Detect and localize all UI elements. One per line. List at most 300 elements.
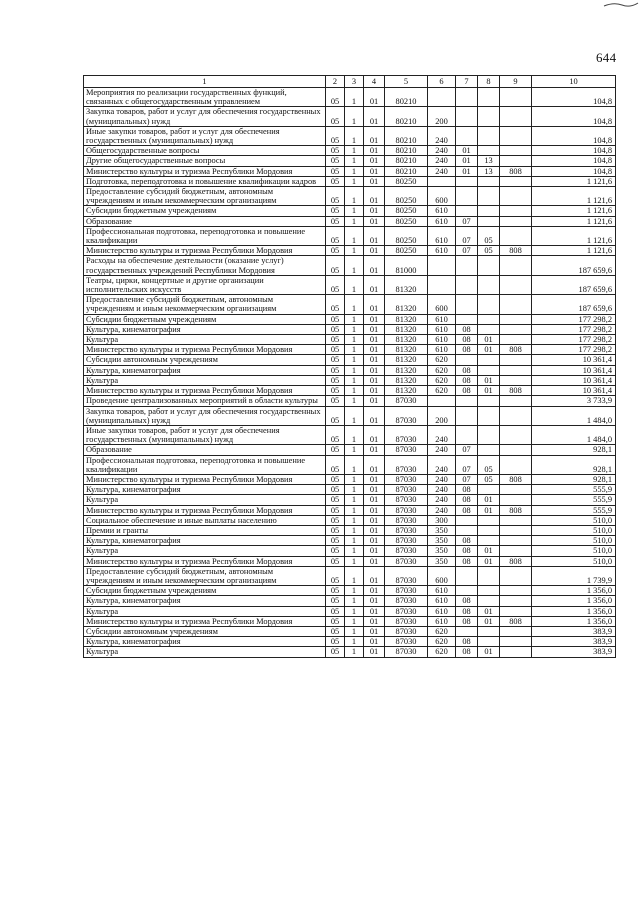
code-cell-5: 80250 bbox=[385, 187, 428, 206]
code-cell-9 bbox=[500, 256, 532, 275]
code-cell-2: 05 bbox=[326, 335, 345, 345]
code-cell-5: 80210 bbox=[385, 166, 428, 176]
amount-cell: 928,1 bbox=[532, 455, 616, 474]
code-cell-4: 01 bbox=[364, 324, 385, 334]
table-row bbox=[84, 107, 616, 126]
row-name-cell: Проведение централизованных мероприятий в области культуры bbox=[84, 396, 326, 406]
code-cell-8 bbox=[478, 256, 500, 275]
code-cell-4: 01 bbox=[364, 556, 385, 566]
code-cell-6: 620 bbox=[428, 647, 456, 657]
amount-cell: 104,8 bbox=[532, 107, 616, 126]
code-cell-2: 05 bbox=[326, 314, 345, 324]
code-cell-4: 01 bbox=[364, 206, 385, 216]
amount-cell: 510,0 bbox=[532, 525, 616, 535]
code-cell-3: 1 bbox=[345, 295, 364, 314]
code-cell-6: 350 bbox=[428, 556, 456, 566]
code-cell-9 bbox=[500, 365, 532, 375]
code-cell-2: 05 bbox=[326, 525, 345, 535]
code-cell-6: 240 bbox=[428, 455, 456, 474]
amount-cell: 1 356,0 bbox=[532, 586, 616, 596]
row-name-cell: Министерство культуры и туризма Республики Мордовия bbox=[84, 616, 326, 626]
row-name-cell: Профессиональная подготовка, переподготовка и повышение квалификации bbox=[84, 455, 326, 474]
column-header: 1 bbox=[84, 76, 326, 88]
code-cell-3: 1 bbox=[345, 425, 364, 444]
code-cell-7 bbox=[456, 126, 478, 145]
code-cell-5: 80210 bbox=[385, 126, 428, 145]
code-cell-9: 808 bbox=[500, 616, 532, 626]
code-cell-6: 610 bbox=[428, 586, 456, 596]
code-cell-7: 01 bbox=[456, 166, 478, 176]
page-number: 644 bbox=[596, 50, 617, 65]
code-cell-3: 1 bbox=[345, 226, 364, 245]
code-cell-4: 01 bbox=[364, 386, 385, 396]
row-name-cell: Мероприятия по реализации государственных функций, связанных с общегосударственным управлением bbox=[84, 88, 326, 107]
code-cell-6: 240 bbox=[428, 146, 456, 156]
code-cell-3: 1 bbox=[345, 386, 364, 396]
table-row bbox=[84, 187, 616, 206]
code-cell-2: 05 bbox=[326, 637, 345, 647]
amount-cell: 1 121,6 bbox=[532, 216, 616, 226]
table-row bbox=[84, 536, 616, 546]
code-cell-5: 87030 bbox=[385, 556, 428, 566]
code-cell-2: 05 bbox=[326, 107, 345, 126]
code-cell-9 bbox=[500, 515, 532, 525]
code-cell-9 bbox=[500, 536, 532, 546]
code-cell-9 bbox=[500, 586, 532, 596]
row-name-cell: Театры, цирки, концертные и другие организации исполнительских искусств bbox=[84, 275, 326, 294]
table-row bbox=[84, 406, 616, 425]
code-cell-8: 01 bbox=[478, 335, 500, 345]
code-cell-6: 350 bbox=[428, 546, 456, 556]
code-cell-4: 01 bbox=[364, 626, 385, 636]
code-cell-8 bbox=[478, 126, 500, 145]
table-row bbox=[84, 566, 616, 585]
code-cell-5: 87030 bbox=[385, 637, 428, 647]
code-cell-6 bbox=[428, 396, 456, 406]
code-cell-2: 05 bbox=[326, 505, 345, 515]
code-cell-8: 01 bbox=[478, 386, 500, 396]
code-cell-9 bbox=[500, 187, 532, 206]
table-row bbox=[84, 176, 616, 186]
code-cell-2: 05 bbox=[326, 295, 345, 314]
row-name-cell: Культура bbox=[84, 606, 326, 616]
amount-cell: 555,9 bbox=[532, 505, 616, 515]
code-cell-4: 01 bbox=[364, 275, 385, 294]
code-cell-9 bbox=[500, 295, 532, 314]
code-cell-4: 01 bbox=[364, 637, 385, 647]
code-cell-7: 07 bbox=[456, 455, 478, 474]
code-cell-5: 80210 bbox=[385, 107, 428, 126]
code-cell-8 bbox=[478, 515, 500, 525]
code-cell-6: 610 bbox=[428, 216, 456, 226]
code-cell-2: 05 bbox=[326, 556, 345, 566]
code-cell-9 bbox=[500, 88, 532, 107]
code-cell-4: 01 bbox=[364, 216, 385, 226]
code-cell-8: 05 bbox=[478, 474, 500, 484]
code-cell-2: 05 bbox=[326, 406, 345, 425]
code-cell-2: 05 bbox=[326, 546, 345, 556]
table-row bbox=[84, 146, 616, 156]
code-cell-6: 610 bbox=[428, 314, 456, 324]
table-row bbox=[84, 295, 616, 314]
amount-cell: 187 659,6 bbox=[532, 275, 616, 294]
code-cell-7: 08 bbox=[456, 505, 478, 515]
table-row bbox=[84, 445, 616, 455]
code-cell-6: 610 bbox=[428, 616, 456, 626]
row-name-cell: Предоставление субсидий бюджетным, автономным учреждениям и иным некоммерческим организациям bbox=[84, 566, 326, 585]
table-row bbox=[84, 275, 616, 294]
code-cell-3: 1 bbox=[345, 647, 364, 657]
row-name-cell: Министерство культуры и туризма Республики Мордовия bbox=[84, 166, 326, 176]
code-cell-8 bbox=[478, 295, 500, 314]
code-cell-2: 05 bbox=[326, 166, 345, 176]
table-row bbox=[84, 335, 616, 345]
table-row bbox=[84, 525, 616, 535]
table-row bbox=[84, 156, 616, 166]
code-cell-2: 05 bbox=[326, 495, 345, 505]
code-cell-3: 1 bbox=[345, 445, 364, 455]
code-cell-7 bbox=[456, 355, 478, 365]
row-name-cell: Субсидии автономным учреждениям bbox=[84, 355, 326, 365]
code-cell-3: 1 bbox=[345, 546, 364, 556]
code-cell-2: 05 bbox=[326, 396, 345, 406]
code-cell-3: 1 bbox=[345, 146, 364, 156]
amount-cell: 104,8 bbox=[532, 146, 616, 156]
code-cell-3: 1 bbox=[345, 126, 364, 145]
table-row bbox=[84, 606, 616, 616]
row-name-cell: Образование bbox=[84, 445, 326, 455]
code-cell-7: 08 bbox=[456, 324, 478, 334]
table-row bbox=[84, 166, 616, 176]
amount-cell: 510,0 bbox=[532, 546, 616, 556]
code-cell-4: 01 bbox=[364, 246, 385, 256]
code-cell-6: 620 bbox=[428, 355, 456, 365]
code-cell-7 bbox=[456, 256, 478, 275]
amount-cell: 1 121,6 bbox=[532, 176, 616, 186]
code-cell-5: 80250 bbox=[385, 206, 428, 216]
code-cell-2: 05 bbox=[326, 616, 345, 626]
code-cell-2: 05 bbox=[326, 425, 345, 444]
code-cell-3: 1 bbox=[345, 606, 364, 616]
code-cell-7: 07 bbox=[456, 246, 478, 256]
table-row bbox=[84, 256, 616, 275]
code-cell-7 bbox=[456, 206, 478, 216]
code-cell-9 bbox=[500, 546, 532, 556]
code-cell-3: 1 bbox=[345, 365, 364, 375]
code-cell-9: 808 bbox=[500, 474, 532, 484]
code-cell-2: 05 bbox=[326, 126, 345, 145]
table-row bbox=[84, 345, 616, 355]
amount-cell: 187 659,6 bbox=[532, 256, 616, 275]
code-cell-9 bbox=[500, 485, 532, 495]
column-header: 2 bbox=[326, 76, 345, 88]
table-body bbox=[84, 88, 616, 658]
amount-cell: 177 298,2 bbox=[532, 324, 616, 334]
code-cell-8: 01 bbox=[478, 495, 500, 505]
column-header: 6 bbox=[428, 76, 456, 88]
code-cell-4: 01 bbox=[364, 355, 385, 365]
code-cell-6: 620 bbox=[428, 375, 456, 385]
code-cell-5: 81320 bbox=[385, 365, 428, 375]
row-name-cell: Закупка товаров, работ и услуг для обеспечения государственных (муниципальных) нужд bbox=[84, 107, 326, 126]
code-cell-4: 01 bbox=[364, 566, 385, 585]
code-cell-2: 05 bbox=[326, 536, 345, 546]
code-cell-6: 200 bbox=[428, 406, 456, 425]
amount-cell: 104,8 bbox=[532, 166, 616, 176]
code-cell-7: 08 bbox=[456, 386, 478, 396]
amount-cell: 1 356,0 bbox=[532, 596, 616, 606]
row-name-cell: Министерство культуры и туризма Республики Мордовия bbox=[84, 386, 326, 396]
code-cell-3: 1 bbox=[345, 187, 364, 206]
row-name-cell: Иные закупки товаров, работ и услуг для обеспечения государственных (муниципальных) нужд bbox=[84, 126, 326, 145]
budget-table bbox=[83, 75, 616, 658]
code-cell-8 bbox=[478, 536, 500, 546]
code-cell-7: 01 bbox=[456, 156, 478, 166]
amount-cell: 1 484,0 bbox=[532, 406, 616, 425]
code-cell-9: 808 bbox=[500, 166, 532, 176]
table-header-row bbox=[84, 76, 616, 88]
code-cell-4: 01 bbox=[364, 375, 385, 385]
code-cell-9: 808 bbox=[500, 246, 532, 256]
code-cell-8 bbox=[478, 206, 500, 216]
code-cell-8: 01 bbox=[478, 606, 500, 616]
code-cell-9 bbox=[500, 216, 532, 226]
code-cell-6: 240 bbox=[428, 495, 456, 505]
code-cell-6: 610 bbox=[428, 335, 456, 345]
code-cell-7: 08 bbox=[456, 637, 478, 647]
table-row bbox=[84, 586, 616, 596]
code-cell-7 bbox=[456, 275, 478, 294]
code-cell-5: 87030 bbox=[385, 455, 428, 474]
code-cell-7 bbox=[456, 586, 478, 596]
table-row bbox=[84, 314, 616, 324]
code-cell-4: 01 bbox=[364, 126, 385, 145]
code-cell-3: 1 bbox=[345, 455, 364, 474]
table-row bbox=[84, 495, 616, 505]
code-cell-3: 1 bbox=[345, 396, 364, 406]
code-cell-8: 01 bbox=[478, 556, 500, 566]
code-cell-3: 1 bbox=[345, 556, 364, 566]
code-cell-6 bbox=[428, 176, 456, 186]
code-cell-3: 1 bbox=[345, 107, 364, 126]
code-cell-8 bbox=[478, 626, 500, 636]
code-cell-9: 808 bbox=[500, 386, 532, 396]
code-cell-6: 620 bbox=[428, 637, 456, 647]
code-cell-9 bbox=[500, 637, 532, 647]
table-row bbox=[84, 637, 616, 647]
amount-cell: 104,8 bbox=[532, 126, 616, 145]
amount-cell: 177 298,2 bbox=[532, 335, 616, 345]
code-cell-9 bbox=[500, 425, 532, 444]
code-cell-6: 240 bbox=[428, 474, 456, 484]
code-cell-8 bbox=[478, 355, 500, 365]
row-name-cell: Общегосударственные вопросы bbox=[84, 146, 326, 156]
code-cell-6: 240 bbox=[428, 445, 456, 455]
code-cell-2: 05 bbox=[326, 226, 345, 245]
code-cell-6: 610 bbox=[428, 324, 456, 334]
amount-cell: 555,9 bbox=[532, 485, 616, 495]
code-cell-9 bbox=[500, 455, 532, 474]
code-cell-6: 610 bbox=[428, 206, 456, 216]
code-cell-7 bbox=[456, 566, 478, 585]
row-name-cell: Культура bbox=[84, 546, 326, 556]
code-cell-4: 01 bbox=[364, 345, 385, 355]
code-cell-2: 05 bbox=[326, 365, 345, 375]
code-cell-7 bbox=[456, 515, 478, 525]
amount-cell: 510,0 bbox=[532, 515, 616, 525]
row-name-cell: Культура, кинематография bbox=[84, 324, 326, 334]
code-cell-2: 05 bbox=[326, 88, 345, 107]
amount-cell: 177 298,2 bbox=[532, 345, 616, 355]
code-cell-8: 01 bbox=[478, 647, 500, 657]
amount-cell: 555,9 bbox=[532, 495, 616, 505]
code-cell-4: 01 bbox=[364, 156, 385, 166]
code-cell-5: 80250 bbox=[385, 216, 428, 226]
scan-corner-mark bbox=[600, 0, 640, 12]
code-cell-9 bbox=[500, 495, 532, 505]
code-cell-6: 620 bbox=[428, 365, 456, 375]
code-cell-5: 87030 bbox=[385, 445, 428, 455]
code-cell-2: 05 bbox=[326, 566, 345, 585]
code-cell-2: 05 bbox=[326, 596, 345, 606]
code-cell-9 bbox=[500, 647, 532, 657]
amount-cell: 1 121,6 bbox=[532, 206, 616, 216]
code-cell-7: 08 bbox=[456, 495, 478, 505]
code-cell-2: 05 bbox=[326, 355, 345, 365]
code-cell-7: 08 bbox=[456, 345, 478, 355]
code-cell-7 bbox=[456, 295, 478, 314]
code-cell-8 bbox=[478, 637, 500, 647]
code-cell-6: 350 bbox=[428, 536, 456, 546]
code-cell-7 bbox=[456, 107, 478, 126]
code-cell-3: 1 bbox=[345, 406, 364, 425]
code-cell-6: 200 bbox=[428, 107, 456, 126]
code-cell-9 bbox=[500, 406, 532, 425]
column-header: 9 bbox=[500, 76, 532, 88]
code-cell-4: 01 bbox=[364, 525, 385, 535]
code-cell-4: 01 bbox=[364, 515, 385, 525]
code-cell-8: 01 bbox=[478, 546, 500, 556]
code-cell-3: 1 bbox=[345, 474, 364, 484]
row-name-cell: Образование bbox=[84, 216, 326, 226]
code-cell-9 bbox=[500, 355, 532, 365]
code-cell-7: 07 bbox=[456, 216, 478, 226]
code-cell-9 bbox=[500, 626, 532, 636]
code-cell-5: 81320 bbox=[385, 275, 428, 294]
row-name-cell: Расходы на обеспечение деятельности (оказание услуг) государственных учреждений Республики Мордовия bbox=[84, 256, 326, 275]
code-cell-2: 05 bbox=[326, 206, 345, 216]
code-cell-7: 08 bbox=[456, 536, 478, 546]
code-cell-5: 87030 bbox=[385, 626, 428, 636]
code-cell-8 bbox=[478, 596, 500, 606]
code-cell-9 bbox=[500, 156, 532, 166]
row-name-cell: Культура bbox=[84, 495, 326, 505]
code-cell-4: 01 bbox=[364, 88, 385, 107]
code-cell-9: 808 bbox=[500, 345, 532, 355]
code-cell-8 bbox=[478, 406, 500, 425]
code-cell-3: 1 bbox=[345, 246, 364, 256]
amount-cell: 10 361,4 bbox=[532, 375, 616, 385]
code-cell-4: 01 bbox=[364, 546, 385, 556]
code-cell-8 bbox=[478, 314, 500, 324]
code-cell-4: 01 bbox=[364, 586, 385, 596]
code-cell-4: 01 bbox=[364, 616, 385, 626]
code-cell-7 bbox=[456, 176, 478, 186]
code-cell-9: 808 bbox=[500, 556, 532, 566]
code-cell-8 bbox=[478, 324, 500, 334]
row-name-cell: Культура, кинематография bbox=[84, 536, 326, 546]
code-cell-3: 1 bbox=[345, 485, 364, 495]
row-name-cell: Культура bbox=[84, 375, 326, 385]
code-cell-8 bbox=[478, 176, 500, 186]
code-cell-6 bbox=[428, 256, 456, 275]
amount-cell: 3 733,9 bbox=[532, 396, 616, 406]
code-cell-3: 1 bbox=[345, 566, 364, 585]
code-cell-7: 08 bbox=[456, 485, 478, 495]
code-cell-5: 81320 bbox=[385, 314, 428, 324]
code-cell-4: 01 bbox=[364, 187, 385, 206]
code-cell-2: 05 bbox=[326, 455, 345, 474]
code-cell-9 bbox=[500, 146, 532, 156]
row-name-cell: Министерство культуры и туризма Республики Мордовия bbox=[84, 505, 326, 515]
code-cell-4: 01 bbox=[364, 485, 385, 495]
row-name-cell: Предоставление субсидий бюджетным, автономным учреждениям и иным некоммерческим организациям bbox=[84, 295, 326, 314]
table-row bbox=[84, 386, 616, 396]
table-row bbox=[84, 216, 616, 226]
column-header: 7 bbox=[456, 76, 478, 88]
code-cell-2: 05 bbox=[326, 146, 345, 156]
table-row bbox=[84, 474, 616, 484]
code-cell-2: 05 bbox=[326, 324, 345, 334]
column-header: 4 bbox=[364, 76, 385, 88]
code-cell-9 bbox=[500, 525, 532, 535]
table-row bbox=[84, 616, 616, 626]
code-cell-5: 87030 bbox=[385, 586, 428, 596]
code-cell-3: 1 bbox=[345, 345, 364, 355]
table-row bbox=[84, 485, 616, 495]
code-cell-9 bbox=[500, 396, 532, 406]
code-cell-6: 610 bbox=[428, 345, 456, 355]
code-cell-5: 87030 bbox=[385, 425, 428, 444]
code-cell-3: 1 bbox=[345, 375, 364, 385]
table-row bbox=[84, 425, 616, 444]
code-cell-8 bbox=[478, 425, 500, 444]
code-cell-9 bbox=[500, 176, 532, 186]
code-cell-6: 620 bbox=[428, 386, 456, 396]
code-cell-8: 13 bbox=[478, 156, 500, 166]
code-cell-8: 05 bbox=[478, 226, 500, 245]
code-cell-9 bbox=[500, 275, 532, 294]
amount-cell: 510,0 bbox=[532, 556, 616, 566]
code-cell-9 bbox=[500, 606, 532, 616]
code-cell-9 bbox=[500, 445, 532, 455]
code-cell-2: 05 bbox=[326, 256, 345, 275]
code-cell-8: 05 bbox=[478, 246, 500, 256]
code-cell-6: 620 bbox=[428, 626, 456, 636]
code-cell-6: 600 bbox=[428, 566, 456, 585]
code-cell-2: 05 bbox=[326, 187, 345, 206]
code-cell-8: 05 bbox=[478, 455, 500, 474]
column-header: 5 bbox=[385, 76, 428, 88]
code-cell-8 bbox=[478, 216, 500, 226]
code-cell-3: 1 bbox=[345, 156, 364, 166]
table-row bbox=[84, 246, 616, 256]
code-cell-7: 08 bbox=[456, 365, 478, 375]
code-cell-7 bbox=[456, 88, 478, 107]
code-cell-4: 01 bbox=[364, 314, 385, 324]
row-name-cell: Социальное обеспечение и иные выплаты населению bbox=[84, 515, 326, 525]
code-cell-3: 1 bbox=[345, 616, 364, 626]
